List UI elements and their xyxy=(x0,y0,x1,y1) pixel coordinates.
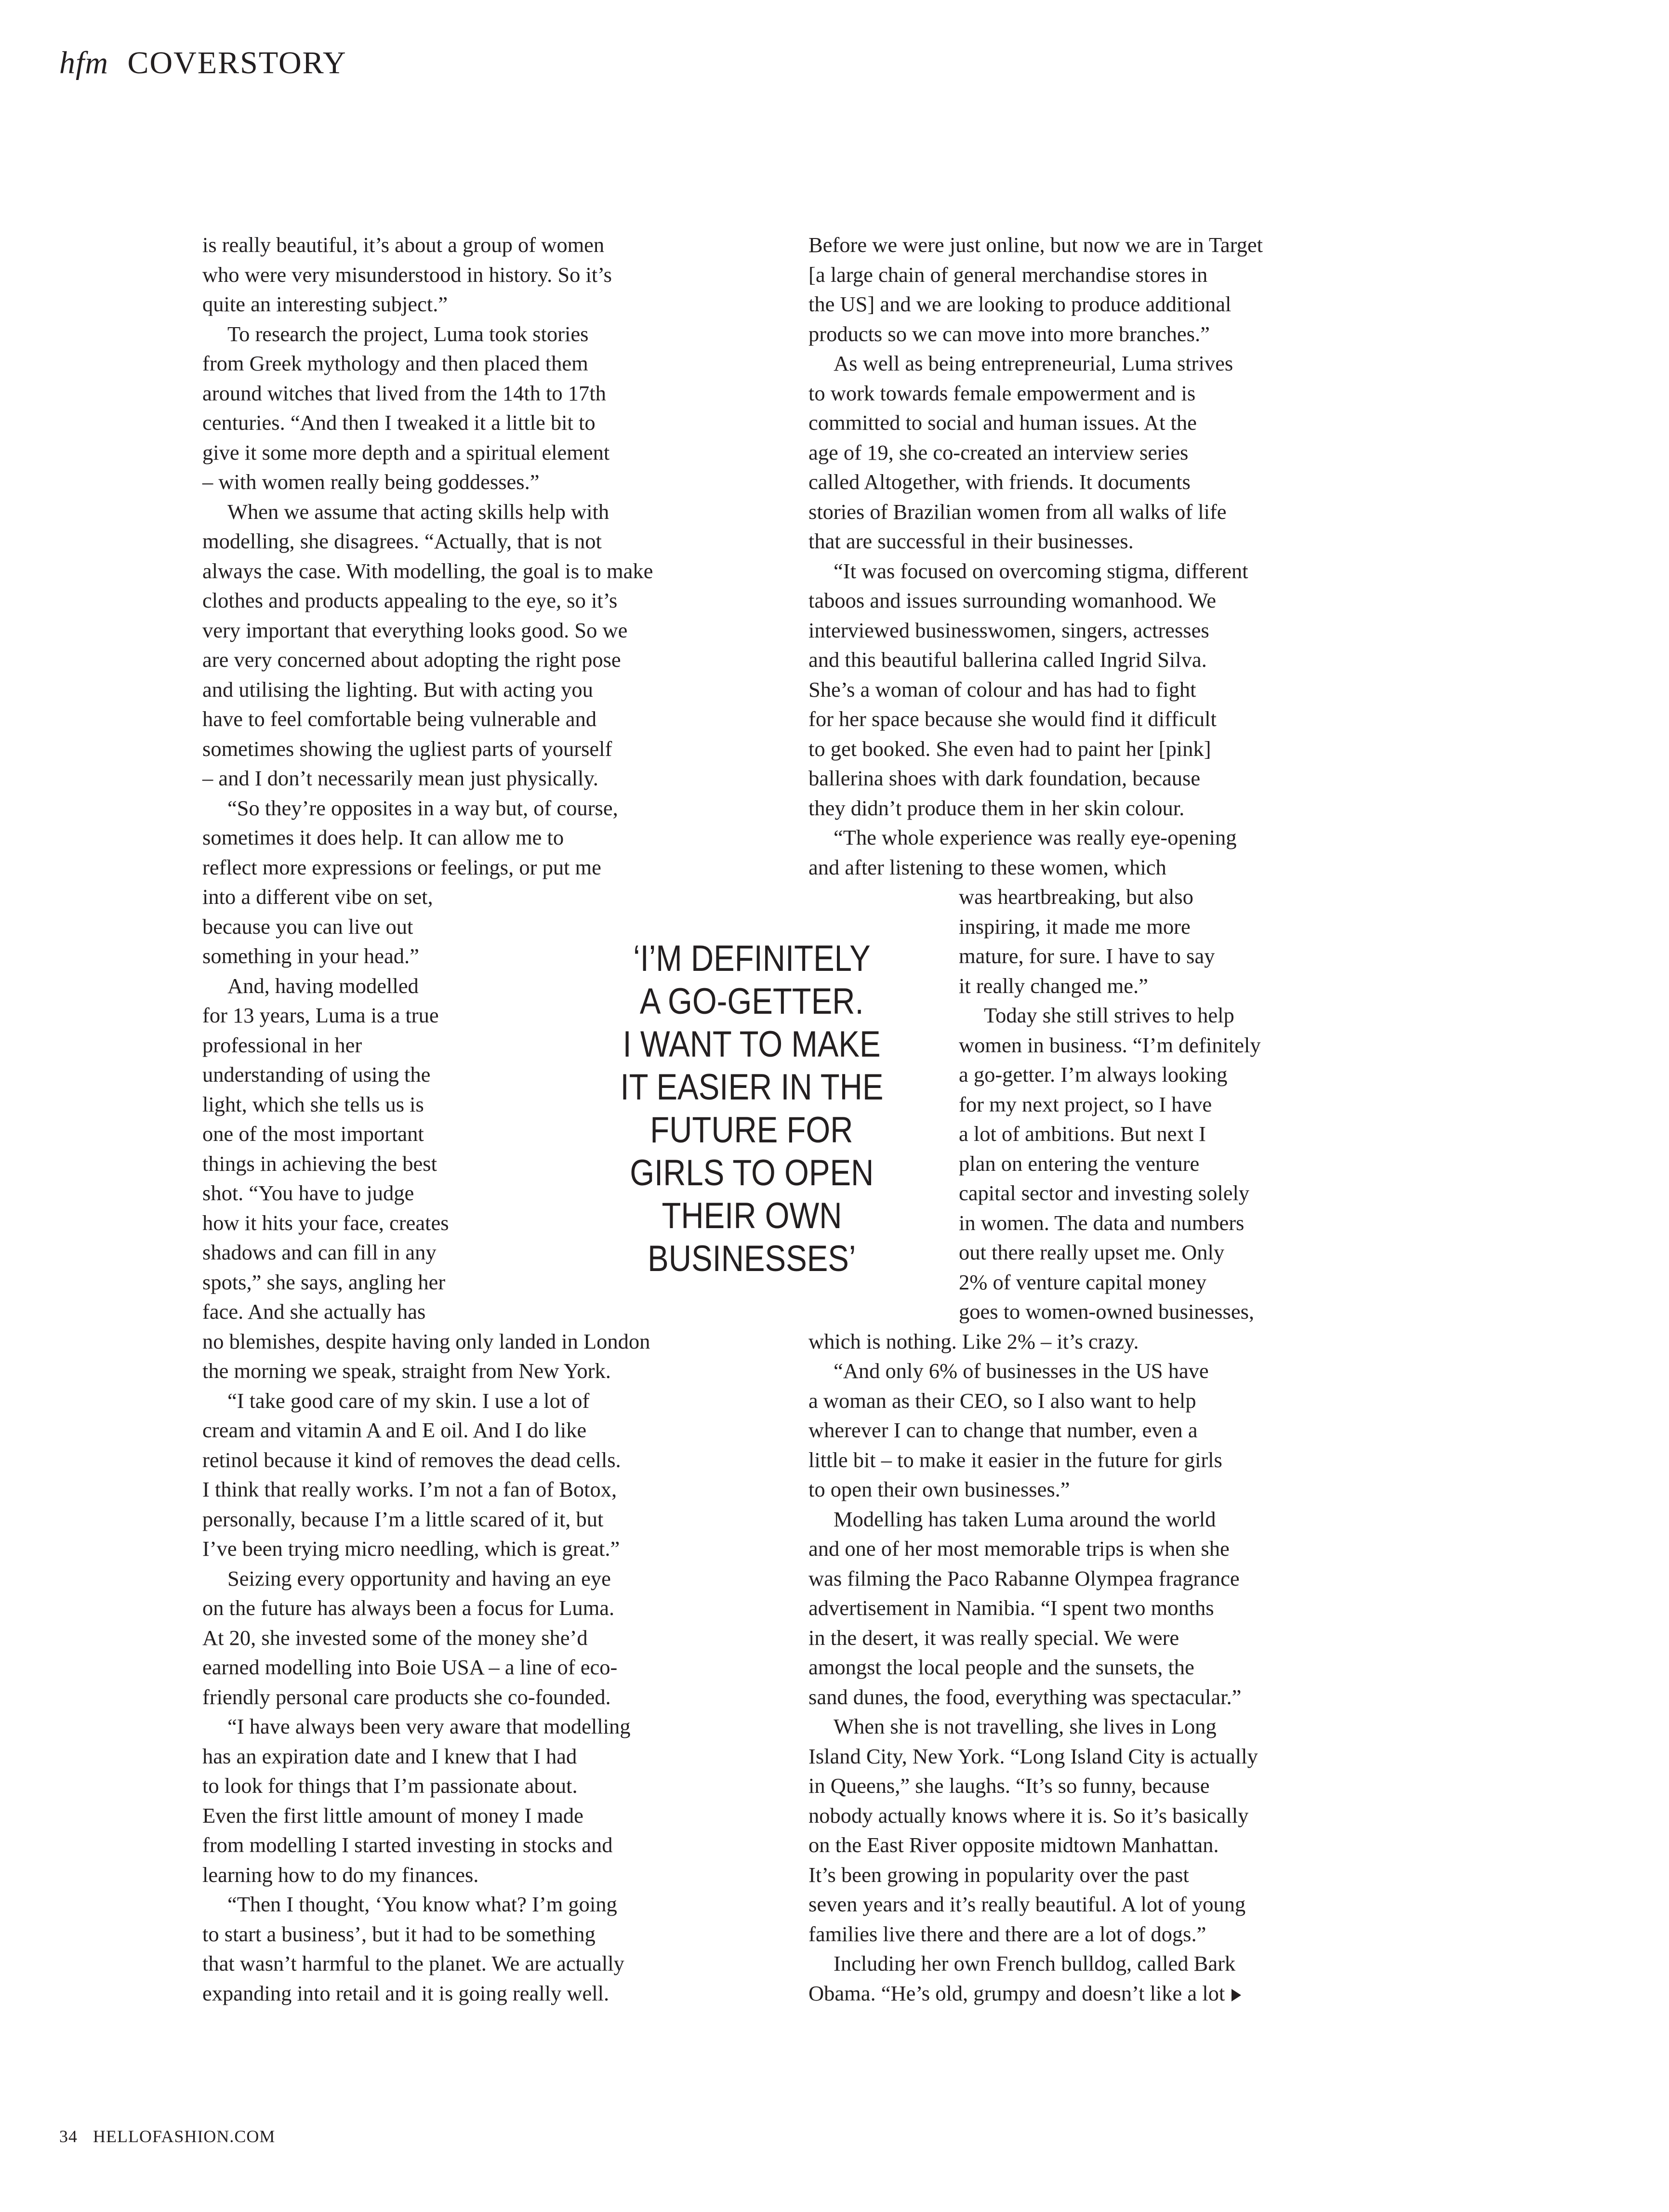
body-text-line: At 20, she invested some of the money she’d xyxy=(202,1625,588,1650)
body-text-line: to start a business’, but it had to be something xyxy=(202,1921,596,1946)
body-text-line: mature, for sure. I have to say xyxy=(959,944,1215,968)
body-text-line: learning how to do my finances. xyxy=(202,1862,479,1887)
body-text-line: expanding into retail and it is going really well. xyxy=(202,1981,609,2005)
section-title: COVERSTORY xyxy=(127,45,347,80)
body-text-line: ballerina shoes with dark foundation, because xyxy=(808,766,1201,790)
body-text-line: have to feel comfortable being vulnerable and xyxy=(202,707,596,731)
body-text-line: a go-getter. I’m always looking xyxy=(959,1062,1228,1086)
pull-quote-line xyxy=(573,1194,930,1237)
body-text-line: a woman as their CEO, so I also want to help xyxy=(808,1388,1196,1413)
body-text-line: As well as being entrepreneurial, Luma strives xyxy=(834,351,1233,375)
page-footer xyxy=(59,2128,275,2145)
pull-quote-text: BUSINESSES’ xyxy=(647,1238,856,1279)
body-text-line: is really beautiful, it’s about a group of women xyxy=(202,233,605,257)
body-text-line: to get booked. She even had to paint her [pink] xyxy=(808,736,1211,761)
body-text-line: modelling, she disagrees. “Actually, that is not xyxy=(202,529,602,553)
pull-quote xyxy=(573,937,930,1280)
pull-quote-line xyxy=(573,1152,930,1194)
body-text-line: interviewed businesswomen, singers, actresses xyxy=(808,618,1209,642)
body-text-line: Seizing every opportunity and having an eye xyxy=(227,1566,611,1590)
body-text-line: who were very misunderstood in history. So it’s xyxy=(202,262,612,287)
body-text-line: friendly personal care products she co-founded. xyxy=(202,1684,611,1709)
body-text-line: wherever I can to change that number, even a xyxy=(808,1418,1198,1442)
body-text-line: Including her own French bulldog, called Bark xyxy=(834,1951,1236,1975)
body-text-line: centuries. “And then I tweaked it a little bit to xyxy=(202,411,596,435)
body-text-line: for 13 years, Luma is a true xyxy=(202,1003,439,1027)
body-text-line: shot. “You have to judge xyxy=(202,1181,414,1205)
body-text-line: and after listening to these women, which xyxy=(808,855,1166,879)
body-text-line: was heartbreaking, but also xyxy=(959,885,1193,909)
body-text-line: into a different vibe on set, xyxy=(202,885,433,909)
body-text-line: Even the first little amount of money I made xyxy=(202,1803,583,1828)
pull-quote-line xyxy=(573,1237,930,1280)
body-text-line: something in your head.” xyxy=(202,944,419,968)
website-name: HELLOFASHION.COM xyxy=(93,2127,276,2146)
body-text-line: “It was focused on overcoming stigma, different xyxy=(834,558,1248,583)
body-text-line: always the case. With modelling, the goal is to make xyxy=(202,558,653,583)
body-text-line: Obama. “He’s old, grumpy and doesn’t like a lot xyxy=(808,1981,1225,2005)
body-text-line: on the future has always been a focus for Luma. xyxy=(202,1596,615,1620)
body-text-line: one of the most important xyxy=(202,1122,424,1146)
body-text-line: capital sector and investing solely xyxy=(959,1181,1250,1205)
body-text-line: for my next project, so I have xyxy=(959,1092,1212,1116)
body-text-line: sand dunes, the food, everything was spectacular.” xyxy=(808,1684,1242,1709)
body-text-line: to work towards female empowerment and is xyxy=(808,381,1196,405)
body-text-line: 2% of venture capital money xyxy=(959,1270,1207,1294)
body-text-line: products so we can move into more branches.” xyxy=(808,321,1210,346)
body-text-line: [a large chain of general merchandise stores in xyxy=(808,262,1208,287)
body-text-line: the US] and we are looking to produce additional xyxy=(808,292,1232,316)
body-text-line: When she is not travelling, she lives in Long xyxy=(834,1714,1217,1738)
body-text-line: And, having modelled xyxy=(227,973,419,998)
pull-quote-line xyxy=(573,937,930,980)
body-text-line: seven years and it’s really beautiful. A lot of young xyxy=(808,1892,1246,1916)
body-text-line: called Altogether, with friends. It documents xyxy=(808,470,1191,494)
body-text-line: sometimes it does help. It can allow me to xyxy=(202,825,564,849)
body-text-line: committed to social and human issues. At the xyxy=(808,411,1197,435)
body-text-line: “The whole experience was really eye-opening xyxy=(834,825,1237,849)
body-text-line: they didn’t produce them in her skin colour. xyxy=(808,795,1185,820)
continue-arrow-icon xyxy=(1232,1989,1241,2001)
body-text-line: the morning we speak, straight from New York. xyxy=(202,1359,611,1383)
pull-quote-text: FUTURE FOR xyxy=(650,1110,853,1151)
body-text-line: “Then I thought, ‘You know what? I’m going xyxy=(227,1892,617,1916)
body-text-line: from modelling I started investing in stocks and xyxy=(202,1833,613,1857)
body-text-line: in Queens,” she laughs. “It’s so funny, because xyxy=(808,1774,1210,1798)
body-text-line: “I have always been very aware that modelling xyxy=(227,1714,631,1738)
body-text-line: understanding of using the xyxy=(202,1062,431,1086)
body-text-line: light, which she tells us is xyxy=(202,1092,424,1116)
body-text-line: Before we were just online, but now we are in Target xyxy=(808,233,1263,257)
page-number: 34 xyxy=(59,2127,78,2146)
body-text-line: – with women really being goddesses.” xyxy=(202,470,540,494)
body-text-line: and this beautiful ballerina called Ingrid Silva. xyxy=(808,648,1207,672)
body-text-line: quite an interesting subject.” xyxy=(202,292,448,316)
pull-quote-line xyxy=(573,1066,930,1109)
body-text-line: cream and vitamin A and E oil. And I do like xyxy=(202,1418,587,1442)
body-text-line: When we assume that acting skills help with xyxy=(227,499,609,524)
pull-quote-text: GIRLS TO OPEN xyxy=(629,1152,874,1193)
body-text-line: I think that really works. I’m not a fan of Botox, xyxy=(202,1477,617,1501)
body-text-line: I’ve been trying micro needling, which is great.” xyxy=(202,1536,620,1561)
body-text-line: inspiring, it made me more xyxy=(959,914,1191,939)
body-text-line: for her space because she would find it difficult xyxy=(808,707,1217,731)
page-header xyxy=(59,47,347,79)
body-text-line: to look for things that I’m passionate about. xyxy=(202,1774,578,1798)
body-text-line: taboos and issues surrounding womanhood. We xyxy=(808,588,1216,612)
body-text-line: advertisement in Namibia. “I spent two months xyxy=(808,1596,1214,1620)
body-text-line: professional in her xyxy=(202,1033,362,1057)
pull-quote-line xyxy=(573,980,930,1023)
body-text-line: a lot of ambitions. But next I xyxy=(959,1122,1206,1146)
body-text-line: things in achieving the best xyxy=(202,1151,437,1176)
body-text-line: women in business. “I’m definitely xyxy=(959,1033,1261,1057)
body-text-line: no blemishes, despite having only landed in London xyxy=(202,1329,650,1353)
body-text-line: stories of Brazilian women from all walks of life xyxy=(808,499,1227,524)
body-text-line: shadows and can fill in any xyxy=(202,1240,437,1264)
body-text-line: nobody actually knows where it is. So it’s basically xyxy=(808,1803,1249,1828)
body-text-line: clothes and products appealing to the eye, so it’s xyxy=(202,588,618,612)
body-text-line: personally, because I’m a little scared of it, but xyxy=(202,1507,604,1531)
body-text-line: around witches that lived from the 14th to 17th xyxy=(202,381,606,405)
body-text-line: that are successful in their businesses. xyxy=(808,529,1134,553)
pull-quote-text: A GO-GETTER. xyxy=(639,981,864,1022)
body-text-line: that wasn’t harmful to the planet. We are actually xyxy=(202,1951,624,1975)
body-text-line: little bit – to make it easier in the future for girls xyxy=(808,1447,1222,1472)
body-text-line: “So they’re opposites in a way but, of course, xyxy=(227,795,618,820)
body-text-line: in women. The data and numbers xyxy=(959,1210,1245,1235)
body-text-line: are very concerned about adopting the right pose xyxy=(202,648,621,672)
body-text-line: was filming the Paco Rabanne Olympea fragrance xyxy=(808,1566,1240,1590)
pull-quote-text: ‘I’M DEFINITELY xyxy=(633,938,871,979)
body-text-line: has an expiration date and I knew that I had xyxy=(202,1744,577,1768)
body-text-line: plan on entering the venture xyxy=(959,1151,1200,1176)
body-text-line: age of 19, she co-created an interview series xyxy=(808,440,1189,464)
body-text-line: to open their own businesses.” xyxy=(808,1477,1070,1501)
body-text-line: face. And she actually has xyxy=(202,1299,426,1324)
pull-quote-line xyxy=(573,1023,930,1066)
body-text-line: – and I don’t necessarily mean just physically. xyxy=(202,766,598,790)
magazine-brand: hfm xyxy=(59,45,108,80)
body-text-line: She’s a woman of colour and has had to fight xyxy=(808,677,1196,702)
body-text-line: very important that everything looks good. So we xyxy=(202,618,628,642)
body-text-line: out there really upset me. Only xyxy=(959,1240,1225,1264)
body-text-line: amongst the local people and the sunsets, the xyxy=(808,1655,1194,1679)
body-text-line: Modelling has taken Luma around the world xyxy=(834,1507,1216,1531)
body-text-line: Island City, New York. “Long Island City is actually xyxy=(808,1744,1258,1768)
body-text-line: it really changed me.” xyxy=(959,973,1148,998)
body-text-line: from Greek mythology and then placed them xyxy=(202,351,588,375)
body-text-line: To research the project, Luma took stories xyxy=(227,321,589,346)
body-text-line: because you can live out xyxy=(202,914,413,939)
pull-quote-text: I WANT TO MAKE xyxy=(623,1024,881,1065)
body-text-line: Today she still strives to help xyxy=(984,1003,1234,1027)
pull-quote-text: IT EASIER IN THE xyxy=(620,1067,884,1108)
body-text-line: give it some more depth and a spiritual element xyxy=(202,440,610,464)
body-text-line: spots,” she says, angling her xyxy=(202,1270,446,1294)
body-text-line: and utilising the lighting. But with acting you xyxy=(202,677,593,702)
pull-quote-line xyxy=(573,1109,930,1152)
body-text-line: “And only 6% of businesses in the US have xyxy=(834,1359,1209,1383)
body-text-line: families live there and there are a lot of dogs.” xyxy=(808,1921,1206,1946)
body-text-line: sometimes showing the ugliest parts of yourself xyxy=(202,736,612,761)
body-text-line: reflect more expressions or feelings, or put me xyxy=(202,855,601,879)
body-text-line: goes to women-owned businesses, xyxy=(959,1299,1255,1324)
body-text-line: “I take good care of my skin. I use a lot of xyxy=(227,1388,590,1413)
body-text-line: how it hits your face, creates xyxy=(202,1210,449,1235)
body-text-line: which is nothing. Like 2% – it’s crazy. xyxy=(808,1329,1139,1353)
body-text-line: in the desert, it was really special. We were xyxy=(808,1625,1179,1650)
body-text-line: and one of her most memorable trips is when she xyxy=(808,1536,1230,1561)
body-text-line: earned modelling into Boie USA – a line of eco- xyxy=(202,1655,618,1679)
pull-quote-text: THEIR OWN xyxy=(662,1195,842,1236)
body-text-line: retinol because it kind of removes the dead cells. xyxy=(202,1447,621,1472)
body-text-line: It’s been growing in popularity over the past xyxy=(808,1862,1189,1887)
body-text-line: on the East River opposite midtown Manhattan. xyxy=(808,1833,1219,1857)
